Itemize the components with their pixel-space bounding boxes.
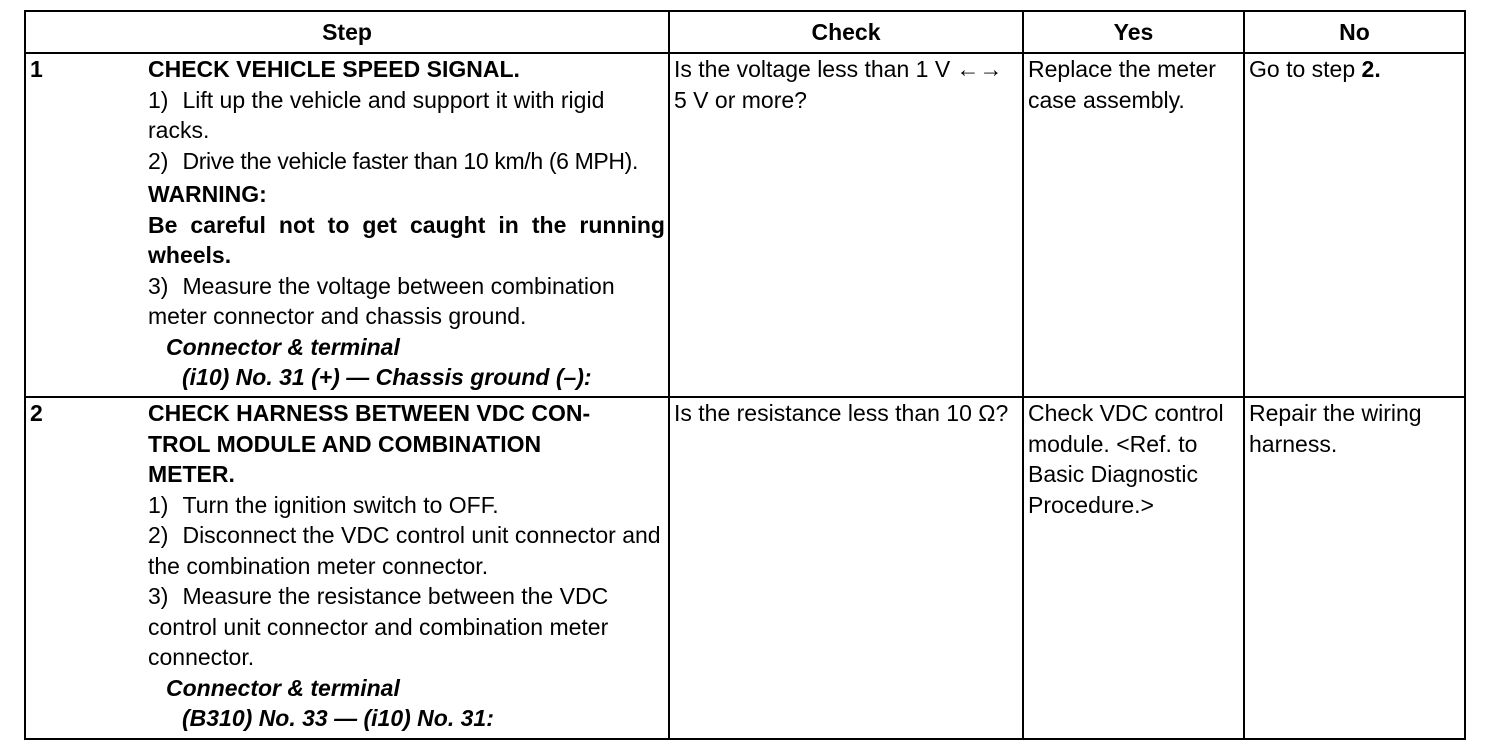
connector-value: (B310) No. 33 — (i10) No. 31:	[182, 705, 494, 731]
substep-text: Measure the voltage between combination meter connector and chassis ground.	[148, 272, 615, 329]
warning-text: Be careful not to get caught in the running wheels.	[148, 211, 665, 268]
substep	[148, 520, 665, 581]
substep	[148, 490, 665, 521]
substep-text: Disconnect the VDC control unit connector and the combination meter connector.	[148, 522, 661, 579]
table-row	[25, 397, 1465, 739]
step-title-line: METER.	[148, 461, 235, 487]
substep-number: 2)	[148, 147, 169, 174]
substep	[148, 85, 665, 146]
yes-cell: Check VDC control module. <Ref. to Basic Diagnostic Procedure.>	[1023, 397, 1244, 739]
substep-text: Measure the resistance between the VDC control unit connector and combination meter connector.	[148, 583, 609, 670]
no-step-ref: 2	[1361, 56, 1375, 82]
step-title-line: TROL MODULE AND COMBINATION	[148, 430, 542, 457]
table-row	[25, 53, 1465, 397]
header-step: Step	[25, 11, 669, 53]
no-suffix: .	[1374, 56, 1381, 82]
header-yes: Yes	[1023, 11, 1244, 53]
substep-number: 1)	[148, 491, 169, 518]
header-row	[25, 11, 1465, 53]
step-title	[148, 398, 665, 490]
substep-number: 3)	[148, 583, 169, 609]
diagnostic-table	[24, 10, 1466, 740]
substep	[148, 581, 665, 673]
connector-label: Connector & terminal	[166, 333, 400, 360]
no-text: Go to step	[1249, 56, 1362, 82]
no-cell	[1244, 53, 1465, 397]
connector-label: Connector & terminal	[166, 674, 400, 701]
step-number: 1	[25, 53, 146, 397]
substep-text: Lift up the vehicle and support it with rigid racks.	[148, 86, 605, 143]
no-cell: Repair the wiring harness.	[1244, 397, 1465, 739]
connector-value: (i10) No. 31 (+) — Chassis ground (–):	[182, 364, 592, 390]
substep	[148, 271, 665, 332]
check-cell: Is the voltage less than 1 V ←→ 5 V or more?	[669, 53, 1023, 397]
step-title: CHECK VEHICLE SPEED SIGNAL.	[148, 56, 520, 82]
substep	[148, 146, 665, 177]
check-cell: Is the resistance less than 10 Ω?	[669, 397, 1023, 739]
step-instructions	[146, 397, 669, 739]
substep-number: 2)	[148, 522, 169, 548]
header-check: Check	[669, 11, 1023, 53]
substep-text: Turn the ignition switch to OFF.	[182, 491, 499, 518]
step-number: 2	[25, 397, 146, 739]
step-instructions	[146, 53, 669, 397]
substep-number: 1)	[148, 86, 169, 113]
yes-cell: Replace the meter case assembly.	[1023, 53, 1244, 397]
substep-text: Drive the vehicle faster than 10 km/h (6 MPH).	[182, 147, 639, 174]
header-no: No	[1244, 11, 1465, 53]
warning-label: WARNING:	[148, 181, 267, 207]
step-title-line: CHECK HARNESS BETWEEN VDC CON-	[148, 400, 591, 426]
substep-number: 3)	[148, 272, 169, 299]
